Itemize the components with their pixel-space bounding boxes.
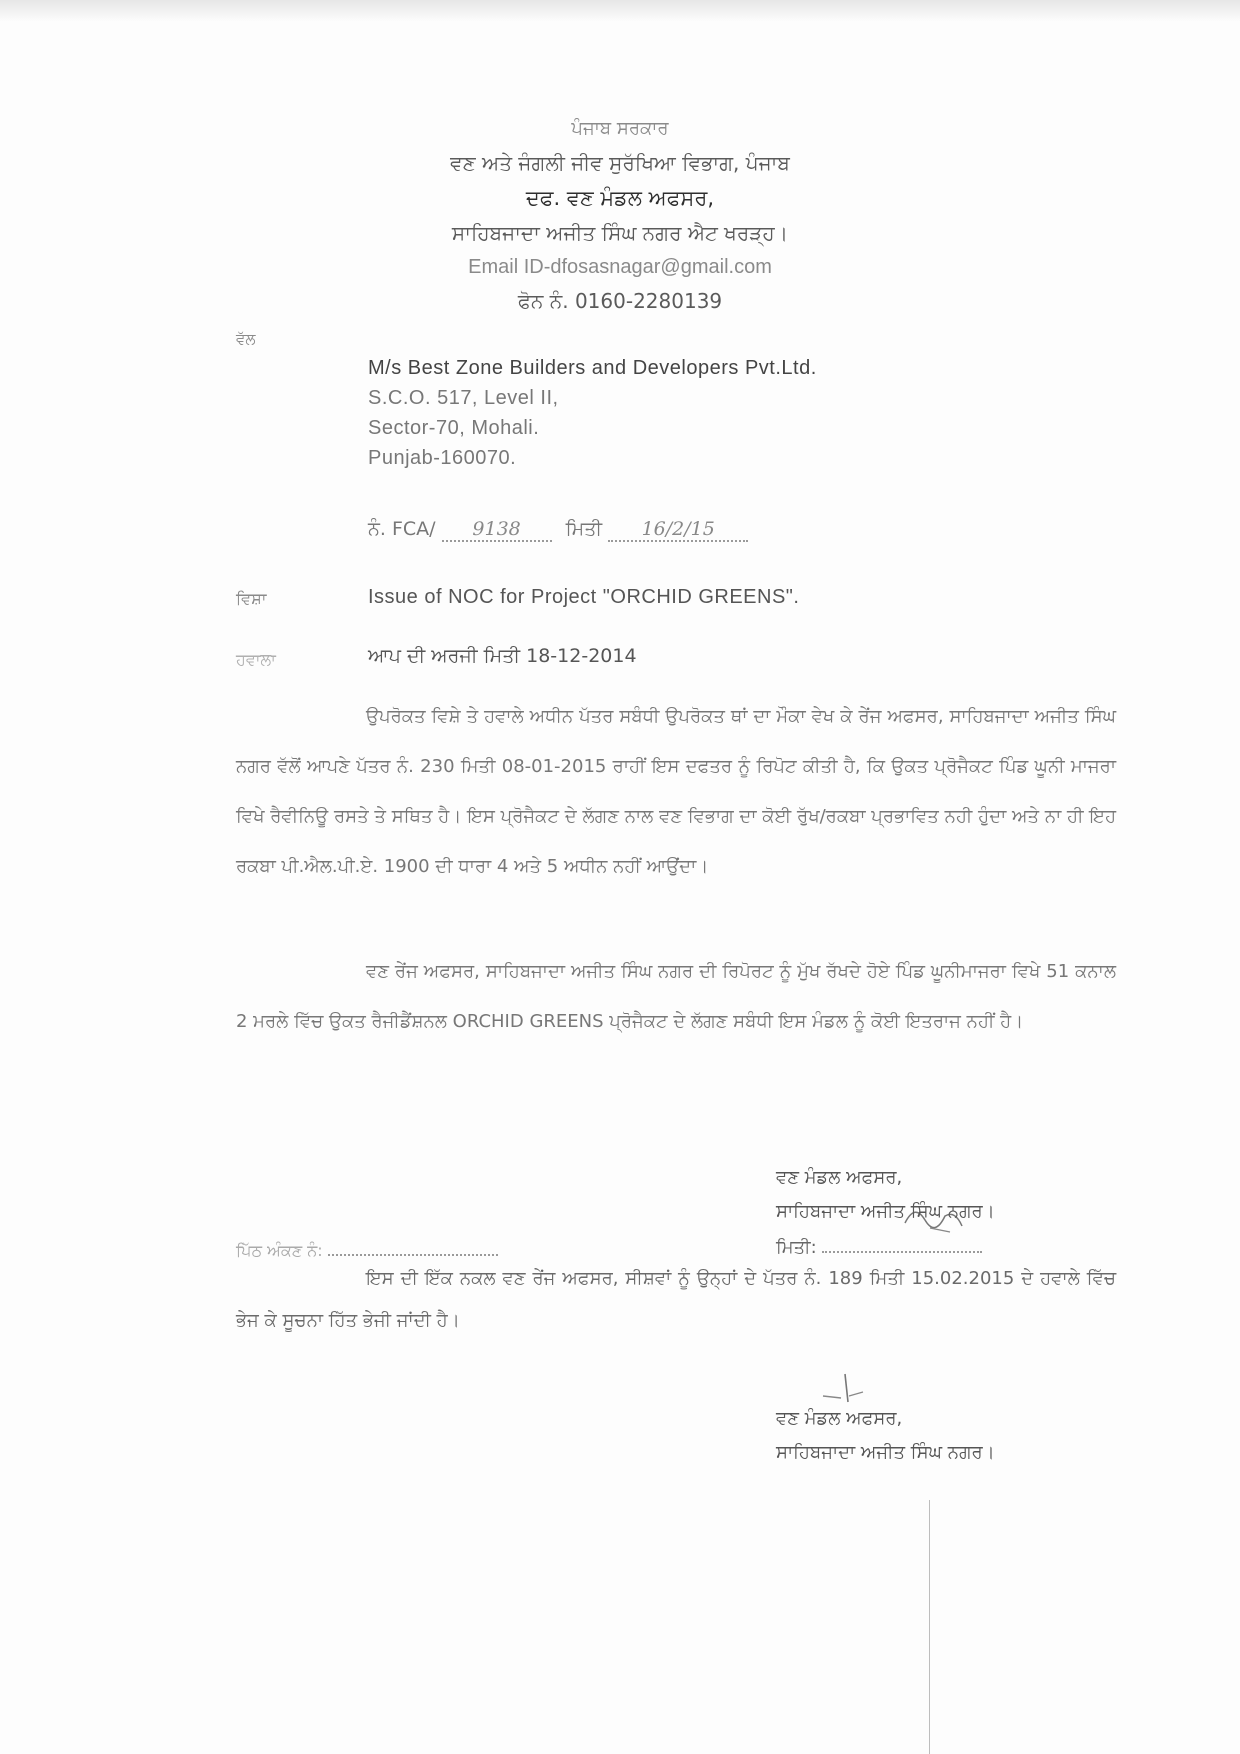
office-email: Email ID-dfosasnagar@gmail.com (468, 256, 772, 278)
recipient-line-2: S.C.O. 517, Level II, (368, 387, 559, 409)
subject-label: ਵਿਸ਼ਾ (236, 589, 267, 608)
subject-text: Issue of NOC for Project "ORCHID GREENS". (368, 586, 800, 608)
signature1-designation: ਵਣ ਮੰਡਲ ਅਫਸਰ, (776, 1167, 903, 1188)
recipient-line-4: Punjab-160070. (368, 447, 517, 469)
govt-title: ਪੰਜਾਬ ਸਰਕਾਰ (571, 118, 669, 139)
body-paragraph-2 (236, 947, 1116, 1047)
recipient-line-3: Sector-70, Mohali. (368, 417, 540, 439)
reference-label: ਹਵਾਲਾ (236, 650, 276, 669)
reference-number: 9138 (442, 518, 552, 542)
to-label: ਵੱਲ (236, 330, 256, 348)
reference-line (368, 518, 748, 542)
reference-date-label: ਮਿਤੀ (565, 518, 603, 540)
signature1-location: ਸਾਹਿਬਜਾਦਾ ਅਜੀਤ ਸਿੰਘ ਨਗਰ। (776, 1201, 995, 1222)
signature2-location: ਸਾਹਿਬਜਾਦਾ ਅਜੀਤ ਸਿੰਘ ਨਗਰ। (776, 1442, 995, 1463)
reference-prefix: ਨੰ. FCA/ (368, 518, 436, 540)
signature1-date (776, 1237, 982, 1258)
endorsement-label-text: ਪਿੱਠ ਅੰਕਣ ਨੰ: (236, 1241, 323, 1260)
body-paragraph-1 (236, 692, 1116, 892)
endorsement-text (236, 1258, 1116, 1342)
signature-scribble-2 (815, 1368, 875, 1408)
office-location: ਸਾਹਿਬਜਾਦਾ ਅਜੀਤ ਸਿੰਘ ਨਗਰ ਐਟ ਖਰੜ੍ਹ। (451, 221, 789, 245)
endorsement-number-blank (328, 1240, 498, 1256)
signature2-designation: ਵਣ ਮੰਡਲ ਅਫਸਰ, (776, 1408, 903, 1429)
office-name: ਦਫ. ਵਣ ਮੰਡਲ ਅਫਸਰ, (525, 186, 715, 210)
endorsement-text-body: ਇਸ ਦੀ ਇੱਕ ਨਕਲ ਵਣ ਰੇਂਜ ਅਫਸਰ, ਸੀਸ਼ਵਾਂ ਨੂੰ ਉਨ੍ਹਾਂ ਦੇ ਪੱਤਰ ਨੰ. 189 ਮਿਤੀ 15.02.2015 ਦੇ ਹਵਾਲੇ ਵਿੱਚ ਭੇਜ ਕੇ ਸੂਚਨਾ ਹਿੱਤ ਭੇਜੀ ਜਾਂਦੀ ਹੈ। (236, 1268, 1116, 1331)
body-paragraph-1-text: ਉਪਰੋਕਤ ਵਿਸ਼ੇ ਤੇ ਹਵਾਲੇ ਅਧੀਨ ਪੱਤਰ ਸਬੰਧੀ ਉਪਰੋਕਤ ਥਾਂ ਦਾ ਮੌਕਾ ਵੇਖ ਕੇ ਰੇਂਜ ਅਫਸਰ, ਸਾਹਿਬਜਾਦਾ ਅਜੀਤ ਸਿੰਘ ਨਗਰ ਵੱਲੋਂ ਆਪਣੇ ਪੱਤਰ ਨੰ. 230 ਮਿਤੀ 08-01-2015 ਰਾਹੀਂ ਇਸ ਦਫਤਰ ਨੂੰ ਰਿਪੋਟ ਕੀਤੀ ਹੈ, ਕਿ ਉਕਤ ਪ੍ਰੋਜੈਕਟ ਪਿੰਡ ਘੂਨੀ ਮਾਜਰਾ ਵਿਖੇ ਰੈਵੀਨਿਊ ਰਸਤੇ ਤੇ ਸਥਿਤ ਹੈ। ਇਸ ਪ੍ਰੋਜੈਕਟ ਦੇ ਲੱਗਣ ਨਾਲ ਵਣ ਵਿਭਾਗ ਦਾ ਕੋਈ ਰੁੱਖ/ਰਕਬਾ ਪ੍ਰਭਾਵਿਤ ਨਹੀ ਹੁੰਦਾ ਅਤੇ ਨਾ ਹੀ ਇਹ ਰਕਬਾ ਪੀ.ਐਲ.ਪੀ.ਏ. 1900 ਦੀ ਧਾਰਾ 4 ਅਤੇ 5 ਅਧੀਨ ਨਹੀਂ ਆਉਂਦਾ। (236, 706, 1116, 877)
scan-edge (0, 0, 1240, 22)
department-name: ਵਣ ਅਤੇ ਜੰਗਲੀ ਜੀਵ ਸੁਰੱਖਿਆ ਵਿਭਾਗ, ਪੰਜਾਬ (450, 151, 790, 175)
office-phone: ਫੋਨ ਨੰ. 0160-2280139 (517, 289, 723, 313)
signature1-date-blank (822, 1237, 982, 1253)
signature1-date-label: ਮਿਤੀ: (776, 1237, 817, 1258)
body-paragraph-2-text: ਵਣ ਰੇਂਜ ਅਫਸਰ, ਸਾਹਿਬਜਾਦਾ ਅਜੀਤ ਸਿੰਘ ਨਗਰ ਦੀ ਰਿਪੋਰਟ ਨੂੰ ਮੁੱਖ ਰੱਖਦੇ ਹੋਏ ਪਿੰਡ ਘੂਨੀਮਾਜਰਾ ਵਿਖੇ 51 ਕਨਾਲ 2 ਮਰਲੇ ਵਿੱਚ ਉਕਤ ਰੈਜੀਡੈਂਸ਼ਨਲ ORCHID GREENS ਪ੍ਰੋਜੈਕਟ ਦੇ ਲੱਗਣ ਸਬੰਧੀ ਇਸ ਮੰਡਲ ਨੂੰ ਕੋਈ ਇਤਰਾਜ ਨਹੀਂ ਹੈ। (236, 961, 1116, 1032)
scan-artifact-line (929, 1500, 930, 1754)
recipient-line-1: M/s Best Zone Builders and Developers Pvt.Ltd. (368, 357, 817, 379)
reference-text: ਆਪ ਦੀ ਅਰਜੀ ਮਿਤੀ 18-12-2014 (368, 645, 637, 667)
reference-date: 16/2/15 (608, 518, 748, 542)
